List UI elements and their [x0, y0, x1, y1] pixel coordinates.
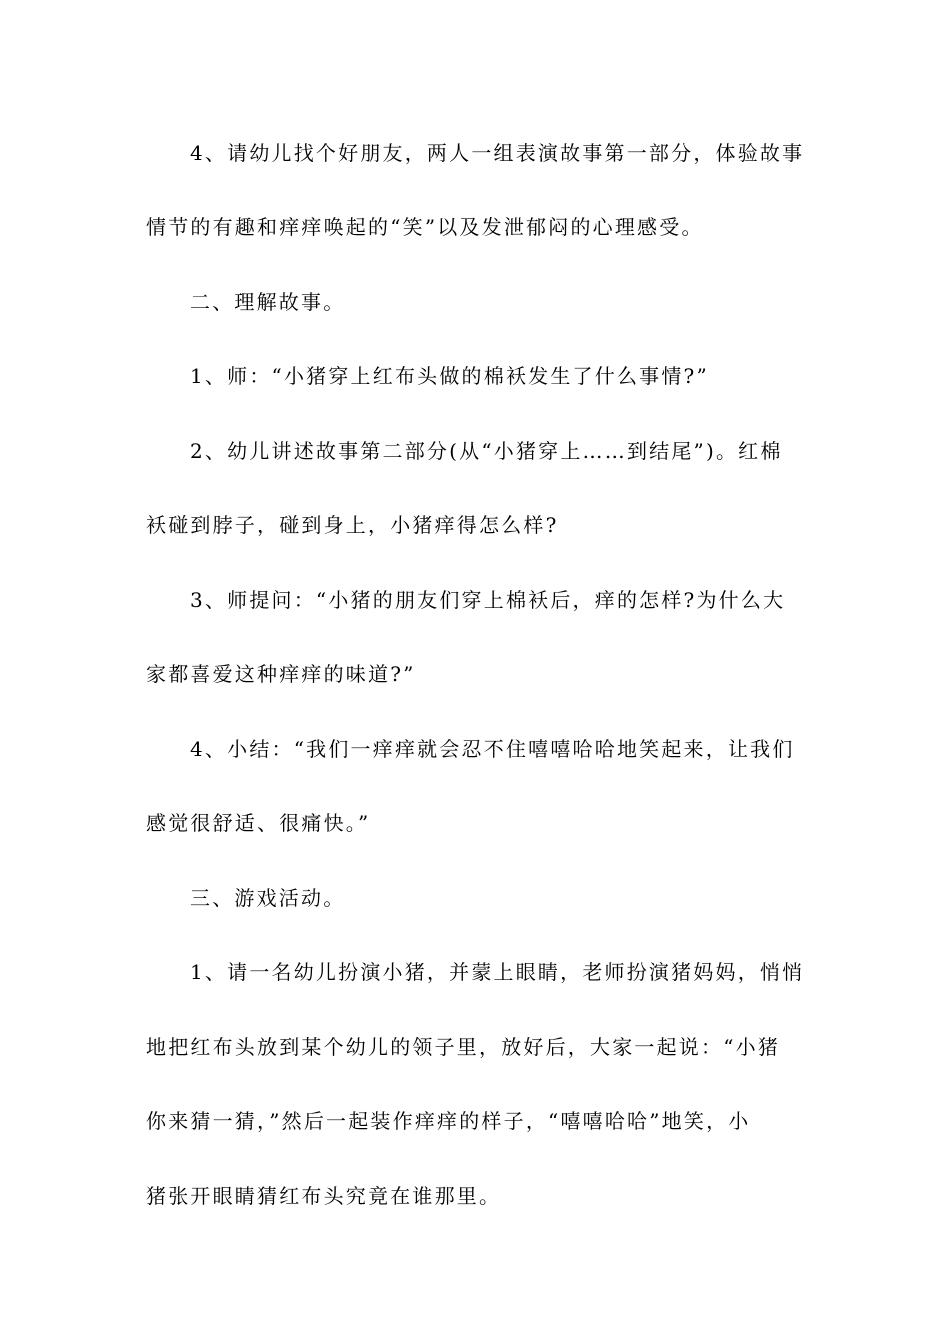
section-heading: 二、理解故事。 — [190, 290, 346, 314]
paragraph-line: 4、小结：“我们一痒痒就会忍不住嘻嘻哈哈地笑起来，让我们 — [190, 737, 795, 761]
paragraph-line: 4、请幼儿找个好朋友，两人一组表演故事第一部分，体验故事 — [190, 141, 805, 165]
paragraph-line: 猪张开眼睛猜红布头究竟在谁那里。 — [146, 1184, 502, 1208]
paragraph-line: 感觉很舒适、很痛快。” — [146, 811, 371, 835]
paragraph-line: 袄碰到脖子，碰到身上，小猪痒得怎么样? — [146, 513, 559, 537]
paragraph-line: 家都喜爱这种痒痒的味道?” — [146, 662, 416, 686]
paragraph-line: 情节的有趣和痒痒唤起的“笑”以及发泄郁闷的心理感受。 — [146, 215, 704, 239]
paragraph-line: 1、师：“小猪穿上红布头做的棉袄发生了什么事情?” — [190, 364, 709, 388]
paragraph-line: 1、请一名幼儿扮演小猪，并蒙上眼睛，老师扮演猪妈妈，悄悄 — [190, 960, 805, 984]
paragraph-line: 3、师提问：“小猪的朋友们穿上棉袄后，痒的怎样?为什么大 — [190, 588, 786, 612]
paragraph-line: 地把红布头放到某个幼儿的领子里，放好后，大家一起说：“小猪 — [146, 1035, 781, 1059]
section-heading: 三、游戏活动。 — [190, 886, 346, 910]
paragraph-line: 你来猜一猜，”然后一起装作痒痒的样子，“嘻嘻哈哈”地笑，小 — [146, 1109, 751, 1133]
paragraph-line: 2、幼儿讲述故事第二部分(从“小猪穿上……到结尾”)。红棉 — [190, 439, 783, 463]
